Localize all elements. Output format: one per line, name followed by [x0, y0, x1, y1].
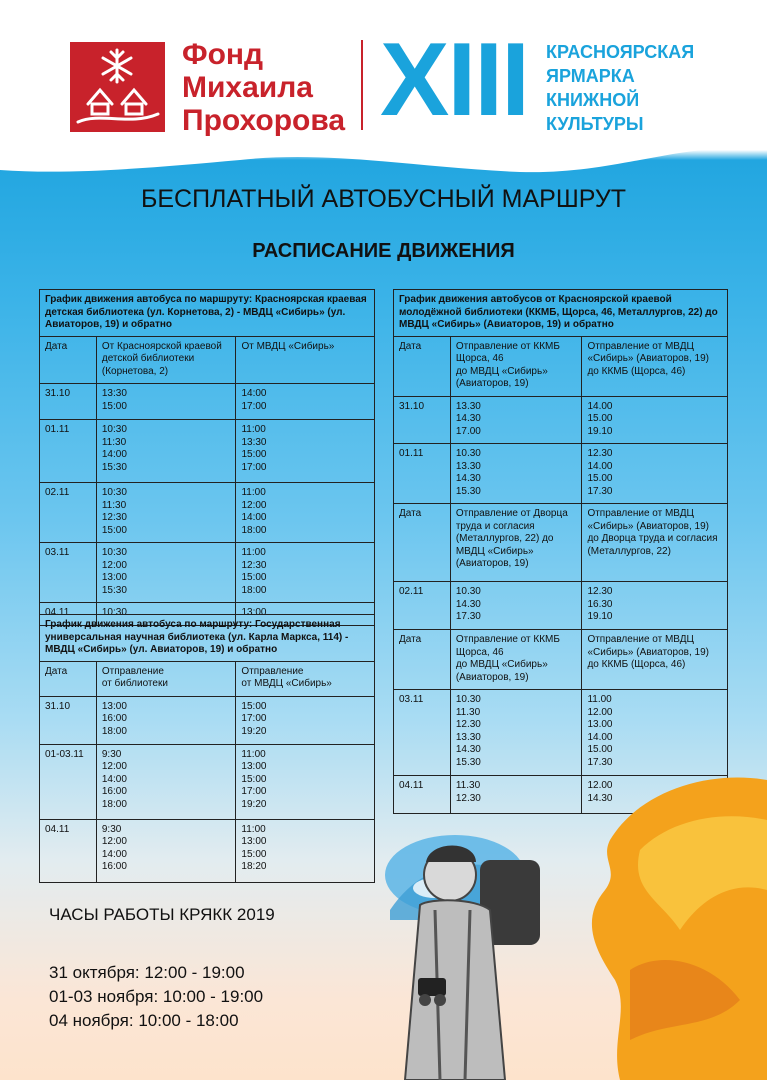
time-cell: 10:30 12:00 13:00 15:30: [96, 543, 236, 603]
time-cell: 12.30 16.30 19.10: [582, 582, 728, 630]
time-cell: 11:00 13:30 15:00 17:00: [236, 420, 375, 483]
column-header: Отправление от МВДЦ «Сибирь» (Авиаторов, 19) до ККМБ (Щорса, 46): [582, 630, 728, 690]
time-cell: 13.30 14.30 17.00: [450, 396, 582, 444]
date-cell: 31.10: [40, 384, 97, 420]
time-cell: 13:00: [236, 603, 375, 626]
schedule-table-3: [393, 289, 728, 814]
date-cell: 02.11: [394, 582, 451, 630]
date-cell: 01.11: [394, 444, 451, 504]
date-cell: 03.11: [40, 543, 97, 603]
schedule-table-1: [39, 289, 375, 626]
working-hours-title: ЧАСЫ РАБОТЫ КРЯКК 2019: [49, 905, 275, 924]
date-cell: 01.11: [40, 420, 97, 483]
fond-line-1: Фонд: [182, 38, 264, 71]
date-cell: 04.11: [394, 776, 451, 814]
column-header: Отправление от МВДЦ «Сибирь»: [236, 661, 375, 696]
time-cell: 14.00 15.00 19.10: [582, 396, 728, 444]
time-cell: 12.00 14.30: [582, 776, 728, 814]
roman-numeral: XIII: [380, 22, 529, 138]
hours-line: 01-03 ноября: 10:00 - 19:00: [49, 987, 264, 1006]
column-header: Отправление от МВДЦ «Сибирь» (Авиаторов, 19) до Дворца труда и согласия (Металлургов, 22): [582, 504, 728, 582]
time-cell: 14:00 17:00: [236, 384, 375, 420]
column-header: От Красноярской краевой детской библиотеки (Корнетова, 2): [96, 336, 236, 384]
time-cell: 10:30: [96, 603, 236, 626]
column-header: Отправление от МВДЦ «Сибирь» (Авиаторов, 19) до ККМБ (Щорса, 46): [582, 336, 728, 396]
date-cell: 04.11: [40, 603, 97, 626]
fair-line-4: КУЛЬТУРЫ: [546, 114, 644, 134]
time-cell: 10.30 13.30 14.30 15.30: [450, 444, 582, 504]
traveler-illustration: [380, 770, 767, 1080]
column-header: Дата: [394, 504, 451, 582]
fair-line-2: ЯРМАРКА: [546, 66, 635, 86]
hours-line: 31 октября: 12:00 - 19:00: [49, 963, 245, 982]
fond-name: [182, 38, 345, 137]
time-cell: 11:00 13:00 15:00 18:20: [236, 819, 375, 882]
time-cell: 11:00 12:30 15:00 18:00: [236, 543, 375, 603]
fair-name: [546, 40, 694, 136]
time-cell: 11.00 12.00 13.00 14.00 15.00 17.30: [582, 690, 728, 776]
time-cell: 15:00 17:00 19:20: [236, 696, 375, 744]
date-cell: 03.11: [394, 690, 451, 776]
snowflake-house-icon: [70, 42, 165, 132]
time-cell: 11:00 12:00 14:00 18:00: [236, 483, 375, 543]
main-title: БЕСПЛАТНЫЙ АВТОБУСНЫЙ МАРШРУТ: [140, 185, 627, 213]
time-cell: 13:00 16:00 18:00: [96, 696, 236, 744]
time-cell: 9:30 12:00 14:00 16:00 18:00: [96, 744, 236, 819]
date-cell: 01-03.11: [40, 744, 97, 819]
fond-logo: [70, 42, 165, 132]
fair-line-1: КРАСНОЯРСКАЯ: [546, 42, 695, 62]
time-cell: 10.30 14.30 17.30: [450, 582, 582, 630]
time-cell: 10:30 11:30 12:30 15:00: [96, 483, 236, 543]
column-header: Дата: [394, 336, 451, 396]
time-cell: 13:30 15:00: [96, 384, 236, 420]
schedule-title: РАСПИСАНИЕ ДВИЖЕНИЯ: [252, 240, 515, 262]
time-cell: 11:00 13:00 15:00 17:00 19:20: [236, 744, 375, 819]
table-caption: График движения автобусов от Красноярской краевой молодёжной библиотеки (ККМБ, Щорса, 46, Металлургов, 22) до МВДЦ «Сибирь» (Авиаторов, 19) и обратно: [394, 290, 728, 337]
column-header: Дата: [394, 630, 451, 690]
column-header: Отправление от ККМБ Щорса, 46 до МВДЦ «Сибирь» (Авиаторов, 19): [450, 630, 582, 690]
fond-line-2: Михаила: [182, 71, 313, 104]
time-cell: 12.30 14.00 15.00 17.30: [582, 444, 728, 504]
table-caption: График движения автобуса по маршруту: Государственная универсальная научная библиотека (ул. Карла Маркса, 114) - МВДЦ «Сибирь» (ул. Авиаторов, 19) и обратно: [40, 615, 375, 662]
working-hours: [49, 961, 263, 1033]
column-header: Отправление от библиотеки: [96, 661, 236, 696]
header-divider: [361, 40, 363, 130]
time-cell: 10.30 11.30 12.30 13.30 14.30 15.30: [450, 690, 582, 776]
traveler-figure: [405, 846, 540, 1080]
column-header: Дата: [40, 661, 97, 696]
time-cell: 11.30 12.30: [450, 776, 582, 814]
fond-line-3: Прохорова: [182, 104, 346, 137]
schedule-table-2: [39, 614, 375, 883]
date-cell: 31.10: [40, 696, 97, 744]
column-header: Отправление от Дворца труда и согласия (Металлургов, 22) до МВДЦ «Сибирь» (Авиаторов, 19): [450, 504, 582, 582]
date-cell: 04.11: [40, 819, 97, 882]
time-cell: 9:30 12:00 14:00 16:00: [96, 819, 236, 882]
date-cell: 31.10: [394, 396, 451, 444]
column-header: Дата: [40, 336, 97, 384]
column-header: От МВДЦ «Сибирь»: [236, 336, 375, 384]
date-cell: 02.11: [40, 483, 97, 543]
column-header: Отправление от ККМБ Щорса, 46 до МВДЦ «Сибирь» (Авиаторов, 19): [450, 336, 582, 396]
header: [0, 0, 767, 150]
time-cell: 10:30 11:30 14:00 15:30: [96, 420, 236, 483]
fair-line-3: КНИЖНОЙ: [546, 90, 640, 110]
table-caption: График движения автобуса по маршруту: Красноярская краевая детская библиотека (ул. Корнетова, 2) - МВДЦ «Сибирь» (ул. Авиаторов, 19) и обратно: [40, 290, 375, 337]
hours-line: 04 ноября: 10:00 - 18:00: [49, 1011, 239, 1030]
